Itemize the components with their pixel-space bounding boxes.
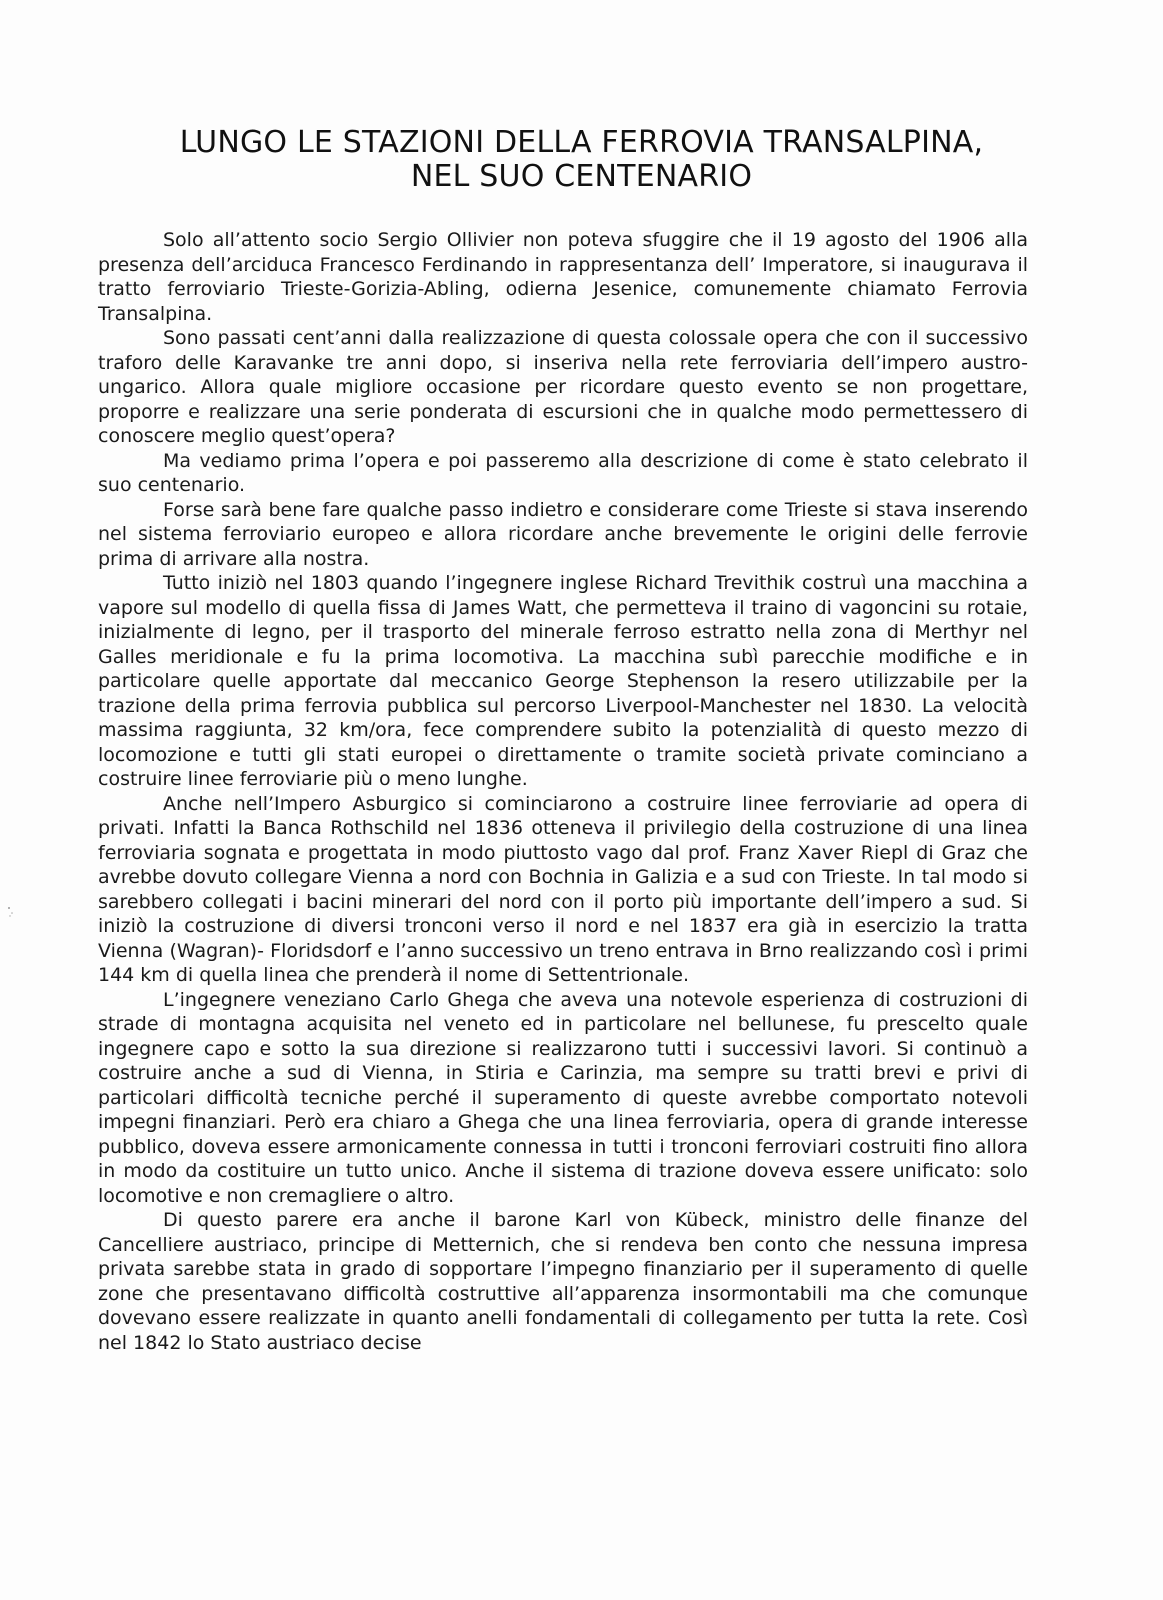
title-line-2: NEL SUO CENTENARIO (410, 159, 753, 194)
document-title (0, 126, 1163, 194)
article-body (98, 228, 1028, 1355)
paragraph-8: Di questo parere era anche il barone Karl von Kübeck, ministro delle finanze del Cancelliere austriaco, principe di Metternich, che si rendeva ben conto che nessuna impresa privata sarebbe stata in grado di sopportare l’impegno finanziario per il superamento di quelle zone che presentavano difficoltà costruttive all’apparenza insormontabili ma che comunque dovevano essere realizzate in quanto anelli fondamentali di collegamento per tutta la rete. Così nel 1842 lo Stato austriaco decise (98, 1209, 1028, 1354)
paragraph-6: Anche nell’Impero Asburgico si cominciarono a costruire linee ferroviarie ad opera di privati. Infatti la Banca Rothschild nel 1836 otteneva il privilegio della costruzione di una linea ferroviaria sognata e progettata in modo piuttosto vago dal prof. Franz Xaver Riepl di Graz che avrebbe dovuto collegare Vienna a nord con Bochnia in Galizia e a sud con Trieste. In tal modo si sarebbero collegati i bacini minerari del nord con il porto più importante dell’impero a sud. Si iniziò la costruzione di diversi tronconi verso il nord e nel 1837 era già in esercizio la tratta Vienna (Wagran)- Floridsdorf e l’anno successivo un treno entrava in Brno realizzando così i primi 144 km di quella linea che prenderà il nome di Settentrionale. (98, 792, 1028, 986)
paragraph-5: Tutto iniziò nel 1803 quando l’ingegnere inglese Richard Trevithik costruì una macchina a vapore sul modello di quella fissa di James Watt, che permetteva il traino di vagoncini su rotaie, inizialmente di legno, per il trasporto del minerale ferroso estratto nella zona di Merthyr nel Galles meridionale e fu la prima locomotiva. La macchina subì parecchie modifiche e in particolare quelle apportate dal meccanico George Stephenson la resero utilizzabile per la trazione della prima ferrovia pubblica sul percorso Liverpool-Manchester nel 1830. La velocità massima raggiunta, 32 km/ora, fece comprendere subito la potenzialità di questo mezzo di locomozione e tutti gli stati europei o direttamente o tramite società private cominciano a costruire linee ferroviarie più o meno lunghe. (98, 572, 1028, 790)
paragraph-4: Forse sarà bene fare qualche passo indietro e considerare come Trieste si stava inserendo nel sistema ferroviario europeo e allora ricordare anche brevemente le origini delle ferrovie prima di arrivare alla nostra. (98, 498, 1028, 570)
paragraph-2: Sono passati cent’anni dalla realizzazione di questa colossale opera che con il successivo traforo delle Karavanke tre anni dopo, si inseriva nella rete ferroviaria dell’impero austro-ungarico. Allora quale migliore occasione per ricordare questo evento se non progettare, proporre e realizzare una serie ponderata di escursioni che in qualche modo permettessero di conoscere meglio quest’opera? (98, 327, 1028, 447)
paragraph-3: Ma vediamo prima l’opera e poi passeremo alla descrizione di come è stato celebrato il suo centenario. (98, 449, 1028, 496)
paragraph-7: L’ingegnere veneziano Carlo Ghega che aveva una notevole esperienza di costruzioni di strade di montagna acquisita nel veneto ed in particolare nel bellunese, fu prescelto quale ingegnere capo e sotto la sua direzione si realizzarono tutti i successivi lavori. Si continuò a costruire anche a sud di Vienna, in Stiria e Carinzia, ma sempre su tratti brevi e privi di particolari difficoltà tecniche perché il superamento di queste avrebbe comportato notevoli impegni finanziari. Però era chiaro a Ghega che una linea ferroviaria, opera di grande interesse pubblico, doveva essere armonicamente connessa in tutti i tronconi ferroviari costruiti fino allora in modo da costituire un tutto unico. Anche il sistema di trazione doveva essere unificato: solo locomotive e non cremagliere o altro. (98, 988, 1028, 1207)
title-line-1: LUNGO LE STAZIONI DELLA FERROVIA TRANSALPINA, (179, 125, 984, 160)
paragraph-1: Solo all’attento socio Sergio Ollivier non poteva sfuggire che il 19 agosto del 1906 alla presenza dell’arciduca Francesco Ferdinando in rappresentanza dell’ Imperatore, si inaugurava il tratto ferroviario Trieste-Gorizia-Abling, odierna Jesenice, comunemente chiamato Ferrovia Transalpina. (98, 229, 1028, 325)
scan-speck-marks (6, 905, 16, 919)
